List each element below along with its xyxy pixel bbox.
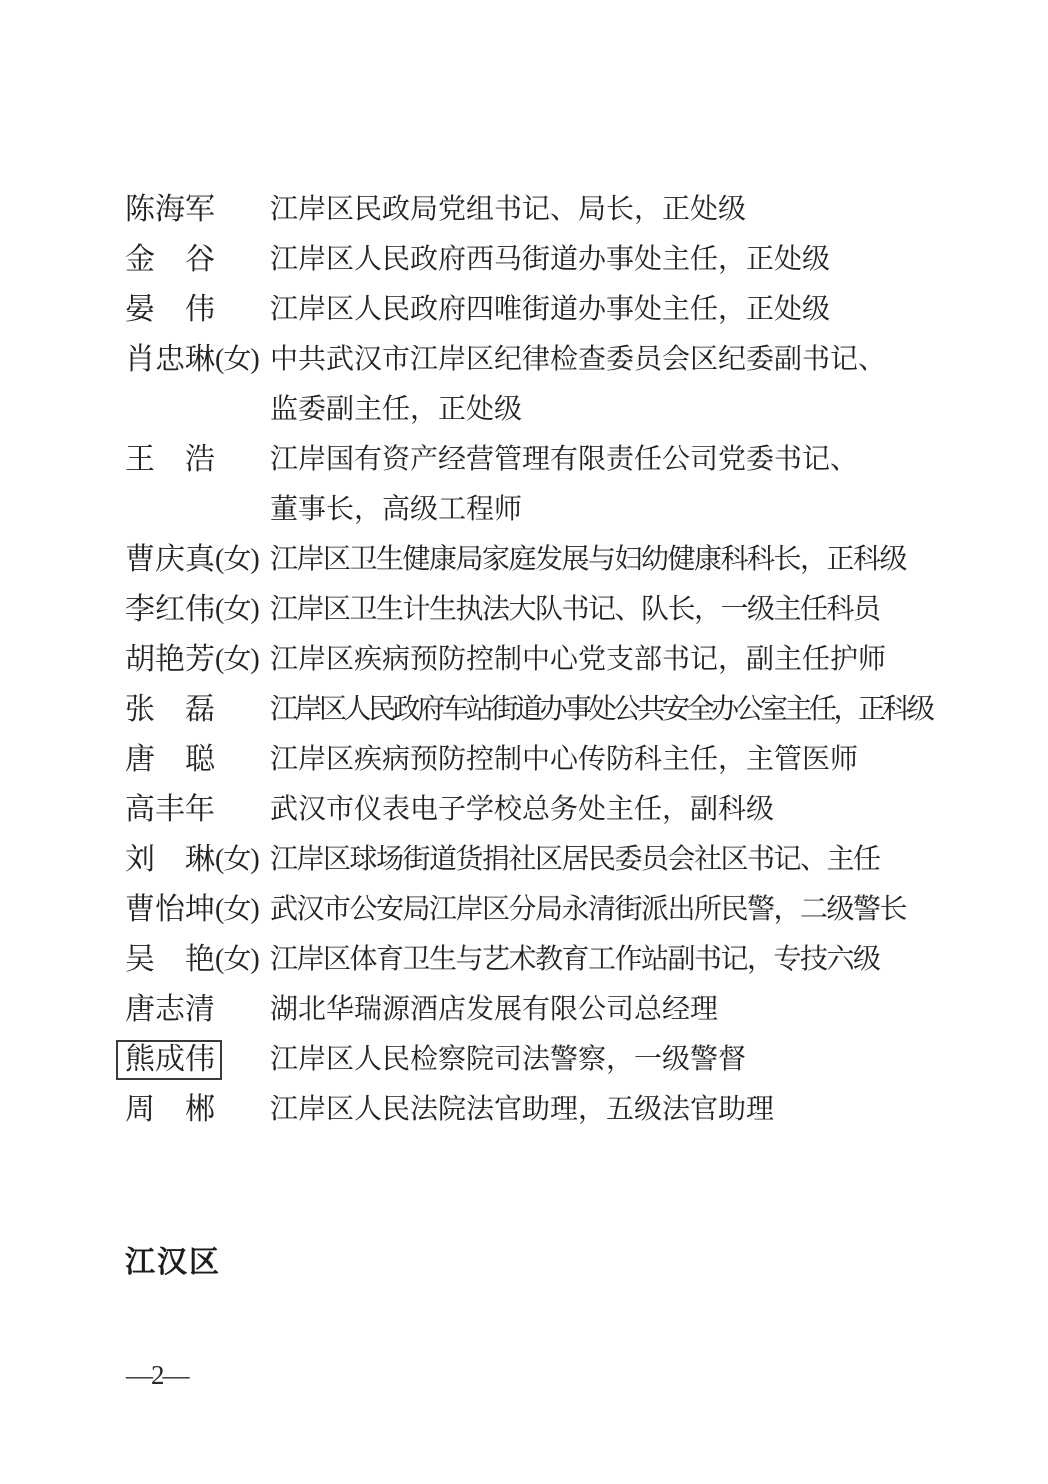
- personnel-entry: [125, 785, 935, 835]
- position-line: 江岸区卫生计生执法大队书记、队长，一级主任科员: [270, 594, 880, 625]
- position-text: [270, 785, 970, 835]
- gender-marker: (女): [215, 944, 259, 975]
- personnel-entry: [125, 1085, 935, 1135]
- position-text: [270, 535, 970, 585]
- personnel-list: [125, 185, 935, 1135]
- position-line: 江岸区球场街道货捐社区居民委员会社区书记、主任: [270, 844, 880, 875]
- person-name: 曹怡坤: [125, 893, 215, 926]
- position-text: [270, 585, 970, 635]
- gender-marker: (女): [215, 594, 259, 625]
- personnel-entry: [125, 985, 935, 1035]
- person-name: 刘琳: [125, 843, 215, 876]
- position-line: 江岸区人民政府四唯街道办事处主任，正处级: [270, 294, 831, 325]
- position-line: 监委副主任，正处级: [270, 394, 523, 425]
- position-line: 董事长，高级工程师: [270, 494, 523, 525]
- gender-marker: (女): [215, 644, 259, 675]
- person-name: 金谷: [125, 243, 215, 276]
- personnel-entry: [125, 935, 935, 985]
- gender-marker: (女): [215, 844, 259, 875]
- position-line: 江岸区人民法院法官助理，五级法官助理: [270, 1094, 775, 1125]
- gender-marker: (女): [215, 544, 259, 575]
- person-name: 高丰年: [125, 793, 215, 826]
- position-text: [270, 935, 970, 985]
- person-name: 张磊: [125, 693, 215, 726]
- position-line: 武汉市仪表电子学校总务处主任，副科级: [270, 794, 775, 825]
- position-text: [270, 1035, 970, 1085]
- person-name: 陈海军: [125, 193, 215, 226]
- position-text: [270, 685, 970, 735]
- position-line: 江岸区疾病预防控制中心党支部书记，副主任护师: [270, 644, 887, 675]
- position-text: [270, 635, 970, 685]
- position-text: [270, 1085, 970, 1135]
- position-line: 江岸区民政局党组书记、局长，正处级: [270, 194, 747, 225]
- personnel-entry: [125, 535, 935, 585]
- position-line: 武汉市公安局江岸区分局永清街派出所民警，二级警长: [270, 894, 907, 925]
- position-line: 江岸区人民检察院司法警察，一级警督: [270, 1044, 747, 1075]
- position-line: 江岸区人民政府车站街道办事处公共安全办公室主任，正科级: [270, 694, 932, 725]
- personnel-entry: [125, 235, 935, 285]
- personnel-entry: [125, 335, 935, 435]
- position-line: 江岸区人民政府西马街道办事处主任，正处级: [270, 244, 831, 275]
- person-name: 唐聪: [125, 743, 215, 776]
- person-name: 晏伟: [125, 293, 215, 326]
- position-text: [270, 285, 970, 335]
- personnel-entry: [125, 435, 935, 535]
- personnel-entry: [125, 685, 935, 735]
- person-name: 肖忠琳: [125, 343, 215, 376]
- personnel-entry: [125, 585, 935, 635]
- section-heading: 江汉区: [125, 1246, 221, 1279]
- position-line: 江岸区卫生健康局家庭发展与妇幼健康科科长，正科级: [270, 544, 907, 575]
- person-name: 周郴: [125, 1093, 215, 1126]
- position-line: 湖北华瑞源酒店发展有限公司总经理: [270, 994, 719, 1025]
- person-name: 王浩: [125, 443, 215, 476]
- position-text: [270, 185, 970, 235]
- personnel-entry: [125, 835, 935, 885]
- person-name: 熊成伟: [125, 1035, 215, 1085]
- position-line: 江岸区疾病预防控制中心传防科主任，主管医师: [270, 744, 859, 775]
- personnel-entry: [125, 735, 935, 785]
- person-name: 李红伟: [125, 593, 215, 626]
- person-name: 胡艳芳: [125, 643, 215, 676]
- gender-marker: (女): [215, 344, 259, 375]
- person-name: 唐志清: [125, 993, 215, 1026]
- gender-marker: (女): [215, 894, 259, 925]
- position-text: [270, 735, 970, 785]
- position-text: [270, 335, 970, 435]
- position-text: [270, 985, 970, 1035]
- person-name: 曹庆真: [125, 543, 215, 576]
- personnel-entry: [125, 1035, 935, 1085]
- position-text: [270, 835, 970, 885]
- person-name: 吴艳: [125, 943, 215, 976]
- position-line: 江岸区体育卫生与艺术教育工作站副书记，专技六级: [270, 944, 880, 975]
- position-line: 江岸国有资产经营管理有限责任公司党委书记、: [270, 444, 859, 475]
- personnel-entry: [125, 185, 935, 235]
- position-text: [270, 235, 970, 285]
- personnel-entry: [125, 635, 935, 685]
- position-text: [270, 885, 970, 935]
- personnel-entry: [125, 885, 935, 935]
- position-text: [270, 435, 970, 535]
- personnel-entry: [125, 285, 935, 335]
- position-line: 中共武汉市江岸区纪律检查委员会区纪委副书记、: [270, 344, 887, 375]
- page-number: —2—: [126, 1360, 188, 1390]
